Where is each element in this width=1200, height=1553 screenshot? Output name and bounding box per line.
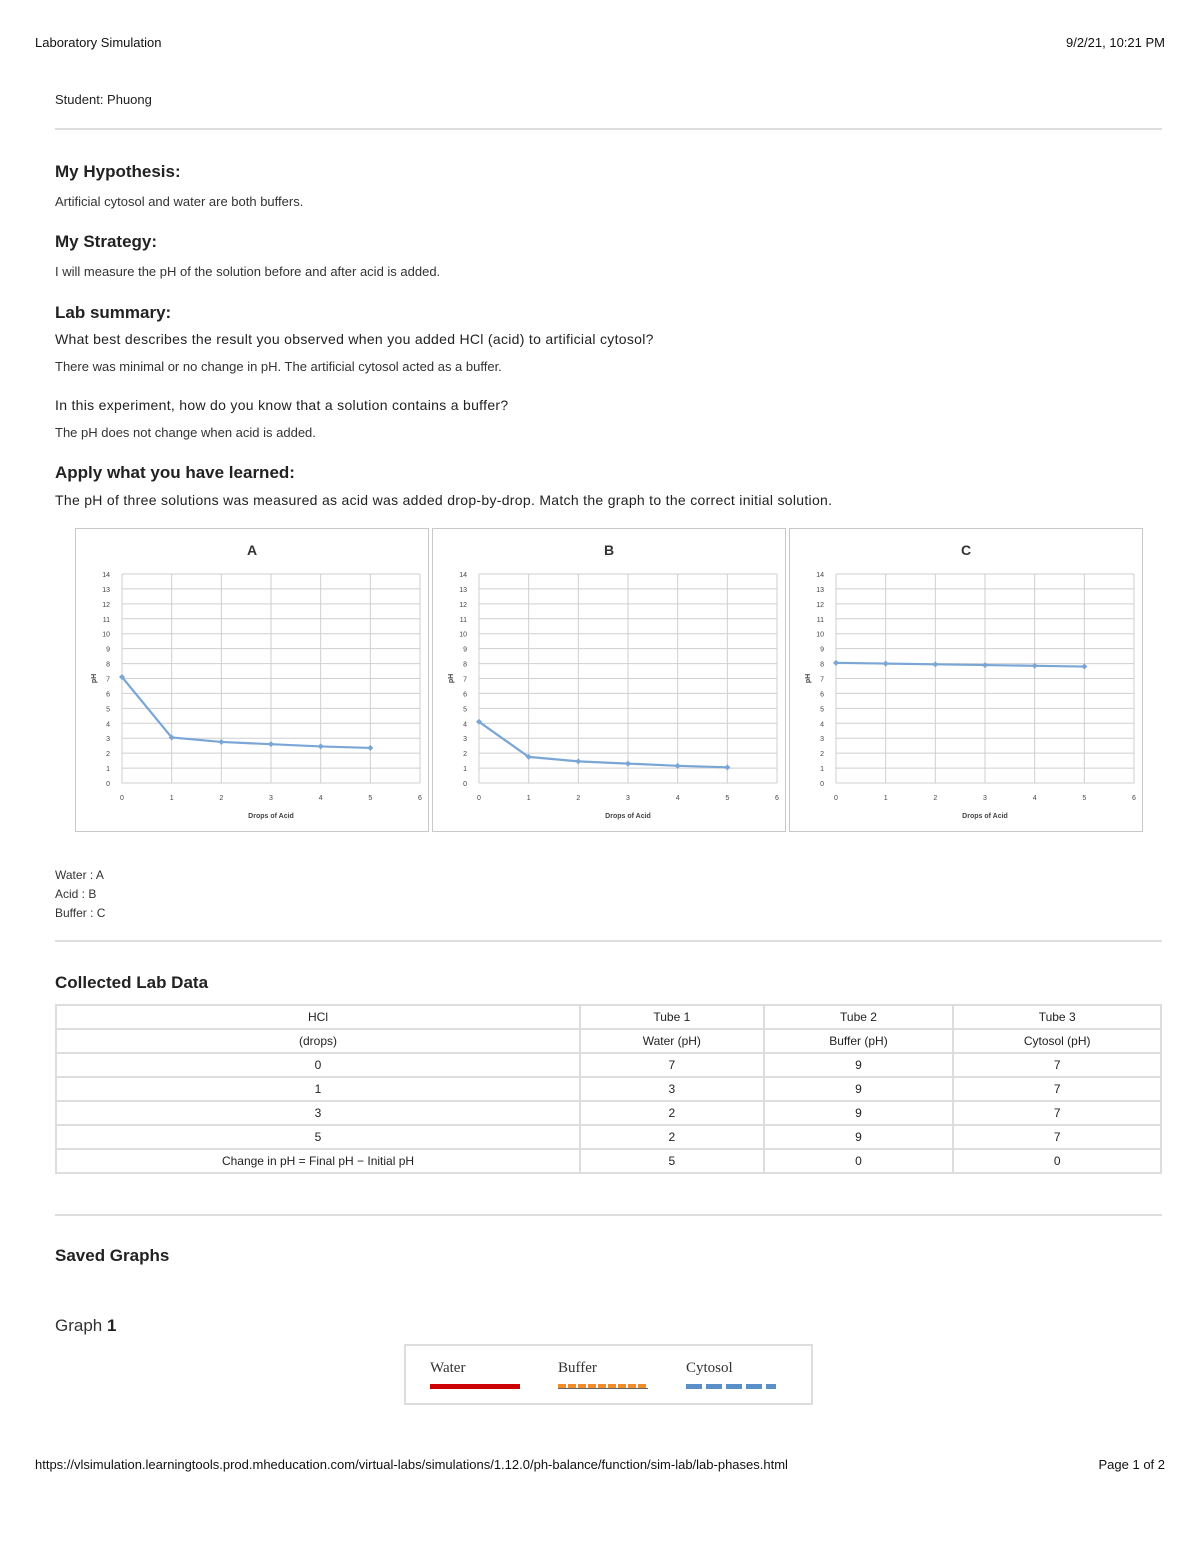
graph-number: 1 xyxy=(106,1316,117,1335)
y-tick-label: 8 xyxy=(106,661,110,669)
chart-a xyxy=(75,528,429,832)
table-cell: 9 xyxy=(764,1077,954,1101)
table-cell: 7 xyxy=(953,1101,1161,1125)
graph-legend xyxy=(404,1344,813,1405)
y-tick-label: 2 xyxy=(820,751,824,759)
table-cell: 7 xyxy=(580,1053,764,1077)
y-axis-label: pH xyxy=(448,673,455,684)
ph-charts xyxy=(75,528,1141,834)
answer-acid: Acid : B xyxy=(55,887,97,901)
x-tick-label: 4 xyxy=(1032,795,1037,802)
y-tick-label: 0 xyxy=(463,781,467,788)
graph-title-text: Graph xyxy=(55,1316,107,1335)
x-tick-label: 1 xyxy=(169,795,174,802)
x-tick-label: 5 xyxy=(1082,795,1087,802)
table-cell: 9 xyxy=(764,1101,954,1125)
table-header-row xyxy=(56,1029,1161,1053)
chart-b xyxy=(432,528,786,832)
y-tick-label: 10 xyxy=(459,631,467,639)
legend-label-cytosol: Cytosol xyxy=(686,1360,733,1376)
summary-answer-1: There was minimal or no change in pH. The artificial cytosol acted as a buffer. xyxy=(55,359,502,374)
answer-water: Water : A xyxy=(55,868,104,882)
y-tick-label: 12 xyxy=(102,601,110,609)
y-tick-label: 7 xyxy=(820,676,824,684)
y-axis-label: pH xyxy=(805,673,812,684)
data-point xyxy=(883,661,889,667)
collected-data-heading: Collected Lab Data xyxy=(55,973,209,992)
student-name: Student: Phuong xyxy=(55,92,152,107)
series-line xyxy=(479,722,727,768)
x-tick-label: 4 xyxy=(675,795,680,802)
y-tick-label: 14 xyxy=(459,572,467,579)
y-tick-label: 13 xyxy=(459,586,467,594)
y-tick-label: 8 xyxy=(463,661,467,669)
y-tick-label: 11 xyxy=(459,616,467,624)
table-cell: 2 xyxy=(580,1101,764,1125)
data-point xyxy=(367,745,373,751)
data-point xyxy=(724,764,730,770)
table-cell: 3 xyxy=(580,1077,764,1101)
legend-label-water: Water xyxy=(430,1360,466,1376)
chart-c xyxy=(789,528,1143,832)
print-header-title: Laboratory Simulation xyxy=(35,35,162,50)
divider xyxy=(55,940,1162,942)
summary-answer-2: The pH does not change when acid is added. xyxy=(55,425,316,440)
y-tick-label: 9 xyxy=(106,646,110,654)
x-tick-label: 3 xyxy=(626,795,630,802)
y-tick-label: 5 xyxy=(820,706,824,714)
apply-heading: Apply what you have learned: xyxy=(55,463,295,482)
collected-data-table xyxy=(55,1004,1162,1174)
y-tick-label: 7 xyxy=(463,676,467,684)
y-tick-label: 9 xyxy=(820,646,824,654)
x-axis-label: Drops of Acid xyxy=(962,813,1008,820)
table-header-cell: Tube 3 xyxy=(953,1005,1161,1029)
table-cell: 5 xyxy=(56,1125,580,1149)
table-cell: 2 xyxy=(580,1125,764,1149)
hypothesis-heading: My Hypothesis: xyxy=(55,162,181,181)
saved-graphs-heading: Saved Graphs xyxy=(55,1246,170,1265)
chart-a-svg xyxy=(76,529,428,831)
print-footer-url: https://vlsimulation.learningtools.prod.mheducation.com/virtual-labs/simulations/1.12.0/ph-balance/function/sim-lab/lab-phases.html xyxy=(35,1457,788,1472)
x-tick-label: 0 xyxy=(477,795,481,802)
y-tick-label: 4 xyxy=(820,721,824,729)
legend-line-buffer xyxy=(558,1384,648,1389)
x-tick-label: 6 xyxy=(1132,795,1136,802)
x-axis-label: Drops of Acid xyxy=(605,813,651,820)
print-footer-page: Page 1 of 2 xyxy=(1098,1457,1165,1472)
y-tick-label: 2 xyxy=(106,751,110,759)
table-cell: 0 xyxy=(953,1149,1161,1173)
x-tick-label: 2 xyxy=(219,795,224,802)
x-tick-label: 6 xyxy=(418,795,422,802)
divider xyxy=(55,128,1162,130)
table-header-cell: HCl xyxy=(56,1005,580,1029)
table-row xyxy=(56,1053,1161,1077)
chart-title: A xyxy=(246,542,258,558)
table-cell: 9 xyxy=(764,1053,954,1077)
data-point xyxy=(1081,664,1087,670)
data-point xyxy=(575,758,581,764)
data-point xyxy=(982,662,988,668)
y-tick-label: 4 xyxy=(463,721,467,729)
y-tick-label: 11 xyxy=(102,616,110,624)
chart-title: B xyxy=(603,542,615,558)
y-tick-label: 10 xyxy=(102,631,110,639)
apply-prompt: The pH of three solutions was measured as acid was added drop-by-drop. Match the graph to the correct initial solution. xyxy=(55,492,833,508)
y-axis-label: pH xyxy=(91,673,98,684)
table-cell: 3 xyxy=(56,1101,580,1125)
x-tick-label: 0 xyxy=(834,795,838,802)
y-tick-label: 5 xyxy=(463,706,467,714)
answer-buffer: Buffer : C xyxy=(55,906,106,920)
y-tick-label: 9 xyxy=(463,646,467,654)
y-tick-label: 1 xyxy=(106,766,110,774)
data-point xyxy=(218,739,224,745)
y-tick-label: 1 xyxy=(463,766,467,774)
table-header-row xyxy=(56,1005,1161,1029)
table-row xyxy=(56,1149,1161,1173)
strategy-text: I will measure the pH of the solution before and after acid is added. xyxy=(55,264,441,279)
table-header-cell: Tube 2 xyxy=(764,1005,954,1029)
y-tick-label: 0 xyxy=(820,781,824,788)
strategy-heading: My Strategy: xyxy=(55,232,158,251)
x-tick-label: 1 xyxy=(526,795,531,802)
data-point xyxy=(268,741,274,747)
x-axis-label: Drops of Acid xyxy=(248,813,294,820)
x-tick-label: 1 xyxy=(883,795,888,802)
y-tick-label: 7 xyxy=(106,676,110,684)
table-header-cell: Buffer (pH) xyxy=(764,1029,954,1053)
y-tick-label: 11 xyxy=(816,616,824,624)
x-tick-label: 2 xyxy=(933,795,938,802)
table-row xyxy=(56,1101,1161,1125)
y-tick-label: 3 xyxy=(820,736,824,744)
divider xyxy=(55,1214,1162,1216)
table-header-cell: Water (pH) xyxy=(580,1029,764,1053)
table-cell: 0 xyxy=(764,1149,954,1173)
y-tick-label: 8 xyxy=(820,661,824,669)
legend-line-water xyxy=(430,1384,520,1389)
y-tick-label: 5 xyxy=(106,706,110,714)
y-tick-label: 14 xyxy=(816,572,824,579)
data-point xyxy=(625,761,631,767)
chart-title: C xyxy=(960,542,972,558)
y-tick-label: 6 xyxy=(820,691,824,699)
legend-label-buffer: Buffer xyxy=(558,1360,597,1376)
chart-b-svg xyxy=(433,529,785,831)
y-tick-label: 4 xyxy=(106,721,110,729)
summary-question-2: In this experiment, how do you know that a solution contains a buffer? xyxy=(55,397,509,413)
series-line xyxy=(122,677,370,748)
hypothesis-text: Artificial cytosol and water are both buffers. xyxy=(55,194,304,209)
y-tick-label: 3 xyxy=(106,736,110,744)
x-tick-label: 5 xyxy=(368,795,373,802)
table-cell: Change in pH = Final pH − Initial pH xyxy=(56,1149,580,1173)
x-tick-label: 5 xyxy=(725,795,730,802)
table-cell: 7 xyxy=(953,1125,1161,1149)
table-header-cell: (drops) xyxy=(56,1029,580,1053)
y-tick-label: 6 xyxy=(463,691,467,699)
data-point xyxy=(932,661,938,667)
x-tick-label: 3 xyxy=(269,795,273,802)
table-row xyxy=(56,1077,1161,1101)
data-point xyxy=(318,743,324,749)
x-tick-label: 3 xyxy=(983,795,987,802)
y-tick-label: 14 xyxy=(102,572,110,579)
x-tick-label: 2 xyxy=(576,795,581,802)
data-point xyxy=(833,660,839,666)
y-tick-label: 12 xyxy=(459,601,467,609)
x-tick-label: 6 xyxy=(775,795,779,802)
y-tick-label: 13 xyxy=(102,586,110,594)
table-cell: 0 xyxy=(56,1053,580,1077)
table-header-cell: Tube 1 xyxy=(580,1005,764,1029)
y-tick-label: 13 xyxy=(816,586,824,594)
summary-question-1: What best describes the result you observed when you added HCl (acid) to artificial cytosol? xyxy=(55,331,654,347)
table-cell: 1 xyxy=(56,1077,580,1101)
y-tick-label: 0 xyxy=(106,781,110,788)
x-tick-label: 0 xyxy=(120,795,124,802)
lab-summary-heading: Lab summary: xyxy=(55,303,172,322)
y-tick-label: 1 xyxy=(820,766,824,774)
table-row xyxy=(56,1125,1161,1149)
table-cell: 7 xyxy=(953,1077,1161,1101)
chart-c-svg xyxy=(790,529,1142,831)
y-tick-label: 12 xyxy=(816,601,824,609)
legend-line-cytosol xyxy=(686,1384,776,1389)
table-cell: 5 xyxy=(580,1149,764,1173)
y-tick-label: 6 xyxy=(106,691,110,699)
table-cell: 7 xyxy=(953,1053,1161,1077)
y-tick-label: 10 xyxy=(816,631,824,639)
table-cell: 9 xyxy=(764,1125,954,1149)
y-tick-label: 2 xyxy=(463,751,467,759)
table-header-cell: Cytosol (pH) xyxy=(953,1029,1161,1053)
x-tick-label: 4 xyxy=(318,795,323,802)
y-tick-label: 3 xyxy=(463,736,467,744)
print-header-datetime: 9/2/21, 10:21 PM xyxy=(1065,35,1165,50)
matching-answers xyxy=(55,866,105,923)
graph-title xyxy=(55,1316,116,1336)
